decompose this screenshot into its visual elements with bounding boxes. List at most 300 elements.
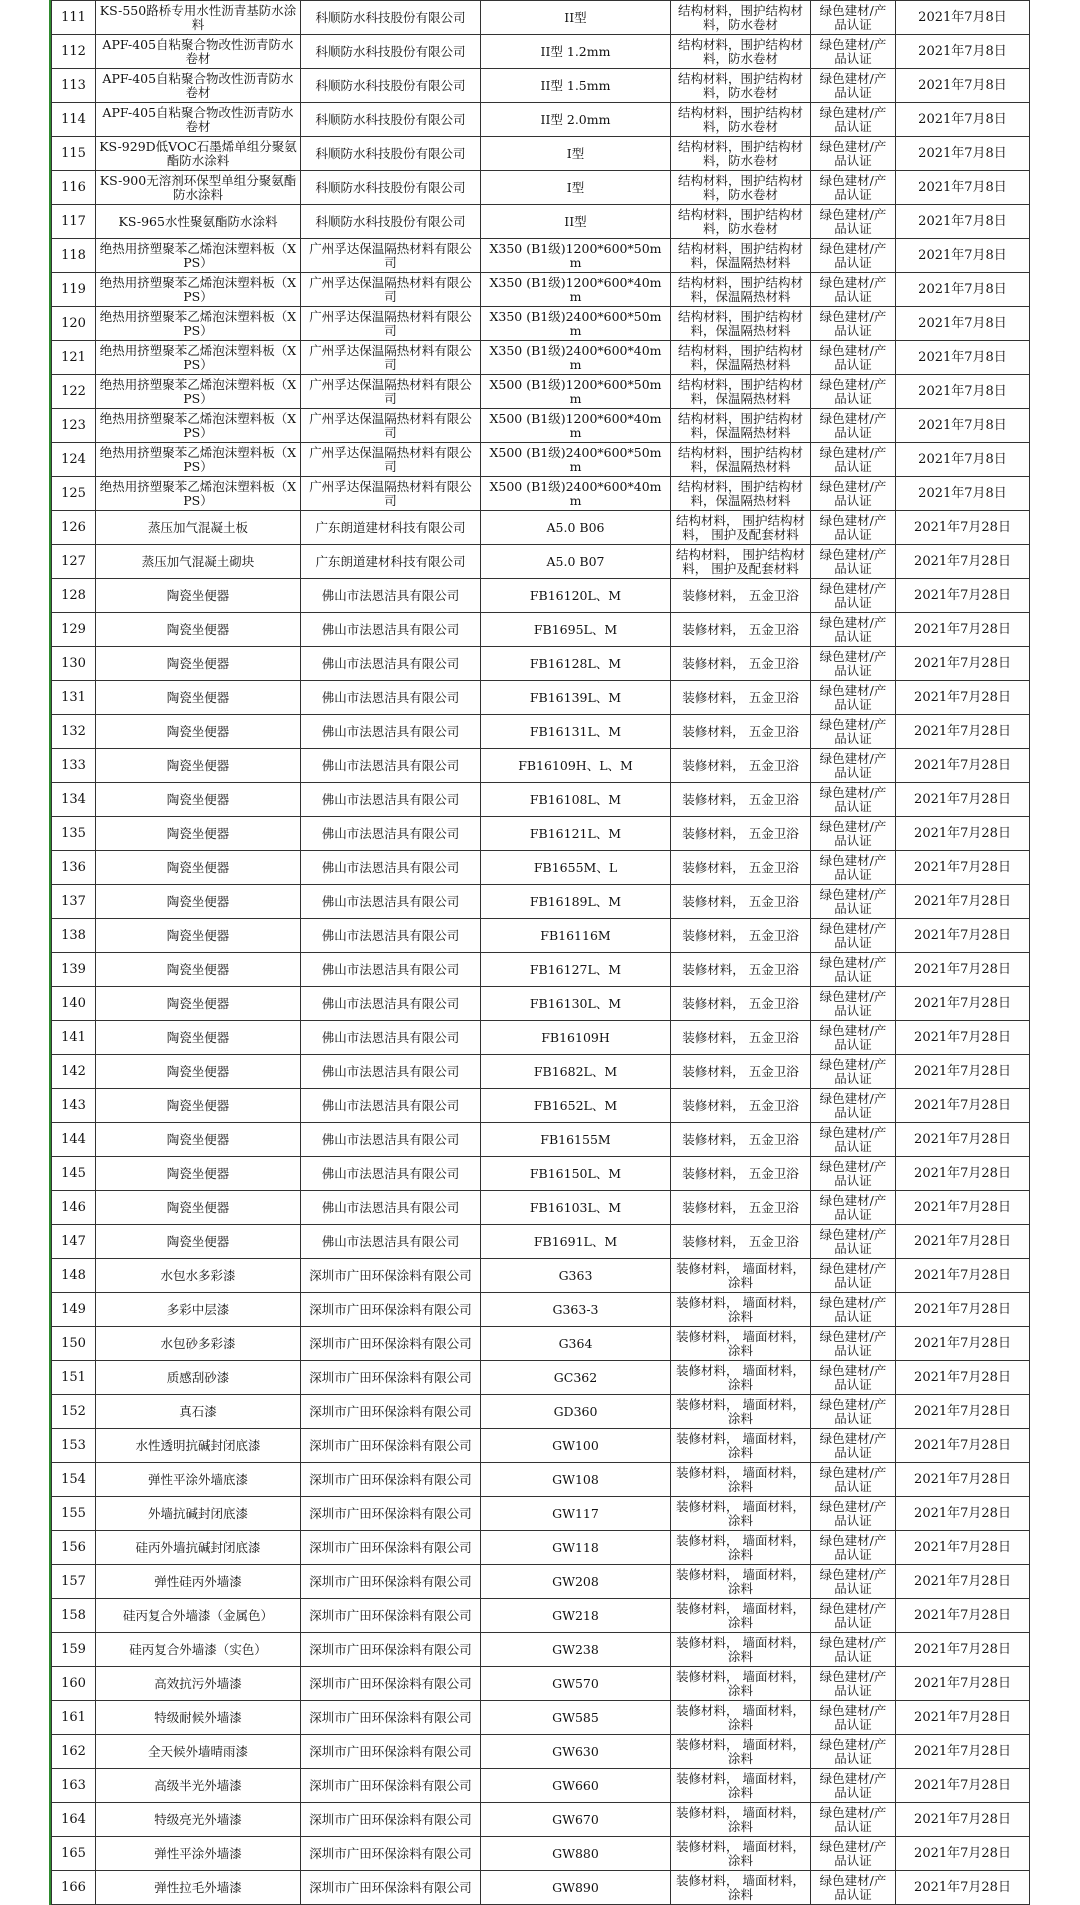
- date-cell: 2021年7月28日: [896, 817, 1030, 851]
- table-row: [52, 987, 1030, 1021]
- certification-type-cell: 绿色建材/产品认证: [811, 409, 896, 443]
- company-cell: 深圳市广田环保涂料有限公司: [301, 1429, 481, 1463]
- row-number-cell: 137: [52, 885, 96, 919]
- company-cell: 深圳市广田环保涂料有限公司: [301, 1667, 481, 1701]
- certification-type-cell: 绿色建材/产品认证: [811, 1259, 896, 1293]
- category-cell: 结构材料，围护结构材料，防水卷材: [671, 69, 811, 103]
- product-name-cell: 水包砂多彩漆: [96, 1327, 301, 1361]
- category-cell: 结构材料，围护结构材料，防水卷材: [671, 137, 811, 171]
- date-cell: 2021年7月28日: [896, 1565, 1030, 1599]
- date-cell: 2021年7月28日: [896, 1769, 1030, 1803]
- company-cell: 佛山市法恩洁具有限公司: [301, 715, 481, 749]
- category-cell: 装修材料， 墙面材料， 涂料: [671, 1395, 811, 1429]
- category-cell: 装修材料， 五金卫浴: [671, 1021, 811, 1055]
- company-cell: 广州孚达保温隔热材料有限公司: [301, 307, 481, 341]
- company-cell: 深圳市广田环保涂料有限公司: [301, 1837, 481, 1871]
- model-cell: GD360: [481, 1395, 671, 1429]
- certification-type-cell: 绿色建材/产品认证: [811, 307, 896, 341]
- model-cell: FB16116M: [481, 919, 671, 953]
- row-number-cell: 156: [52, 1531, 96, 1565]
- certification-type-cell: 绿色建材/产品认证: [811, 1157, 896, 1191]
- row-number-cell: 160: [52, 1667, 96, 1701]
- company-cell: 广州孚达保温隔热材料有限公司: [301, 443, 481, 477]
- company-cell: 广州孚达保温隔热材料有限公司: [301, 375, 481, 409]
- product-name-cell: 陶瓷坐便器: [96, 885, 301, 919]
- date-cell: 2021年7月28日: [896, 1803, 1030, 1837]
- row-number-cell: 149: [52, 1293, 96, 1327]
- model-cell: GW585: [481, 1701, 671, 1735]
- row-number-cell: 158: [52, 1599, 96, 1633]
- model-cell: FB16139L、M: [481, 681, 671, 715]
- certification-type-cell: 绿色建材/产品认证: [811, 1123, 896, 1157]
- company-cell: 深圳市广田环保涂料有限公司: [301, 1803, 481, 1837]
- certification-type-cell: 绿色建材/产品认证: [811, 103, 896, 137]
- model-cell: FB16103L、M: [481, 1191, 671, 1225]
- date-cell: 2021年7月28日: [896, 545, 1030, 579]
- date-cell: 2021年7月28日: [896, 1395, 1030, 1429]
- company-cell: 深圳市广田环保涂料有限公司: [301, 1497, 481, 1531]
- date-cell: 2021年7月28日: [896, 1633, 1030, 1667]
- certification-type-cell: 绿色建材/产品认证: [811, 1395, 896, 1429]
- company-cell: 佛山市法恩洁具有限公司: [301, 681, 481, 715]
- category-cell: 装修材料， 五金卫浴: [671, 1191, 811, 1225]
- date-cell: 2021年7月28日: [896, 1259, 1030, 1293]
- company-cell: 科顺防水科技股份有限公司: [301, 205, 481, 239]
- product-name-cell: 特级亮光外墙漆: [96, 1803, 301, 1837]
- company-cell: 佛山市法恩洁具有限公司: [301, 613, 481, 647]
- row-number-cell: 120: [52, 307, 96, 341]
- company-cell: 科顺防水科技股份有限公司: [301, 1, 481, 35]
- model-cell: GW100: [481, 1429, 671, 1463]
- certification-type-cell: 绿色建材/产品认证: [811, 579, 896, 613]
- category-cell: 装修材料， 墙面材料， 涂料: [671, 1735, 811, 1769]
- product-name-cell: 蒸压加气混凝土板: [96, 511, 301, 545]
- row-number-cell: 122: [52, 375, 96, 409]
- date-cell: 2021年7月8日: [896, 171, 1030, 205]
- model-cell: II型 2.0mm: [481, 103, 671, 137]
- certification-type-cell: 绿色建材/产品认证: [811, 817, 896, 851]
- category-cell: 结构材料，围护结构材料，防水卷材: [671, 103, 811, 137]
- certification-type-cell: 绿色建材/产品认证: [811, 1599, 896, 1633]
- model-cell: X350 (B1级)1200*600*50mm: [481, 239, 671, 273]
- company-cell: 佛山市法恩洁具有限公司: [301, 1225, 481, 1259]
- category-cell: 装修材料， 墙面材料， 涂料: [671, 1803, 811, 1837]
- date-cell: 2021年7月28日: [896, 1735, 1030, 1769]
- product-name-cell: 弹性平涂外墙底漆: [96, 1463, 301, 1497]
- date-cell: 2021年7月28日: [896, 1055, 1030, 1089]
- row-number-cell: 138: [52, 919, 96, 953]
- certification-type-cell: 绿色建材/产品认证: [811, 1191, 896, 1225]
- category-cell: 装修材料， 五金卫浴: [671, 579, 811, 613]
- model-cell: FB1682L、M: [481, 1055, 671, 1089]
- product-name-cell: 陶瓷坐便器: [96, 783, 301, 817]
- row-number-cell: 128: [52, 579, 96, 613]
- product-name-cell: 陶瓷坐便器: [96, 1123, 301, 1157]
- model-cell: G363-3: [481, 1293, 671, 1327]
- company-cell: 佛山市法恩洁具有限公司: [301, 1021, 481, 1055]
- category-cell: 结构材料，围护结构材料，保温隔热材料: [671, 239, 811, 273]
- row-number-cell: 113: [52, 69, 96, 103]
- date-cell: 2021年7月8日: [896, 307, 1030, 341]
- date-cell: 2021年7月28日: [896, 715, 1030, 749]
- category-cell: 结构材料，围护结构材料，保温隔热材料: [671, 273, 811, 307]
- row-number-cell: 164: [52, 1803, 96, 1837]
- date-cell: 2021年7月8日: [896, 477, 1030, 511]
- row-number-cell: 131: [52, 681, 96, 715]
- product-name-cell: 蒸压加气混凝土砌块: [96, 545, 301, 579]
- model-cell: A5.0 B06: [481, 511, 671, 545]
- company-cell: 广州孚达保温隔热材料有限公司: [301, 273, 481, 307]
- table-row: [52, 239, 1030, 273]
- row-number-cell: 135: [52, 817, 96, 851]
- date-cell: 2021年7月28日: [896, 1463, 1030, 1497]
- model-cell: GW880: [481, 1837, 671, 1871]
- certification-type-cell: 绿色建材/产品认证: [811, 1327, 896, 1361]
- category-cell: 装修材料， 五金卫浴: [671, 885, 811, 919]
- model-cell: II型: [481, 1, 671, 35]
- product-name-cell: 陶瓷坐便器: [96, 1225, 301, 1259]
- company-cell: 佛山市法恩洁具有限公司: [301, 749, 481, 783]
- company-cell: 深圳市广田环保涂料有限公司: [301, 1735, 481, 1769]
- date-cell: 2021年7月28日: [896, 919, 1030, 953]
- product-name-cell: 陶瓷坐便器: [96, 953, 301, 987]
- table-row: [52, 307, 1030, 341]
- product-name-cell: 质感刮砂漆: [96, 1361, 301, 1395]
- certification-type-cell: 绿色建材/产品认证: [811, 273, 896, 307]
- company-cell: 佛山市法恩洁具有限公司: [301, 987, 481, 1021]
- company-cell: 佛山市法恩洁具有限公司: [301, 1157, 481, 1191]
- model-cell: G364: [481, 1327, 671, 1361]
- table-row: [52, 681, 1030, 715]
- row-number-cell: 152: [52, 1395, 96, 1429]
- product-name-cell: 绝热用挤塑聚苯乙烯泡沫塑料板（XPS）: [96, 341, 301, 375]
- table-row: [52, 1701, 1030, 1735]
- table-body: [52, 1, 1030, 1905]
- date-cell: 2021年7月28日: [896, 1123, 1030, 1157]
- certification-type-cell: 绿色建材/产品认证: [811, 1055, 896, 1089]
- product-name-cell: 硅丙复合外墙漆（实色）: [96, 1633, 301, 1667]
- product-name-cell: 弹性拉毛外墙漆: [96, 1871, 301, 1905]
- company-cell: 深圳市广田环保涂料有限公司: [301, 1259, 481, 1293]
- model-cell: X500 (B1级)1200*600*40mm: [481, 409, 671, 443]
- table-row: [52, 1259, 1030, 1293]
- certification-type-cell: 绿色建材/产品认证: [811, 35, 896, 69]
- product-name-cell: 特级耐候外墙漆: [96, 1701, 301, 1735]
- table-row: [52, 1871, 1030, 1905]
- certification-type-cell: 绿色建材/产品认证: [811, 375, 896, 409]
- date-cell: 2021年7月28日: [896, 1701, 1030, 1735]
- company-cell: 深圳市广田环保涂料有限公司: [301, 1395, 481, 1429]
- category-cell: 结构材料，围护结构材料，防水卷材: [671, 1, 811, 35]
- category-cell: 装修材料， 五金卫浴: [671, 817, 811, 851]
- category-cell: 装修材料， 五金卫浴: [671, 953, 811, 987]
- date-cell: 2021年7月8日: [896, 239, 1030, 273]
- certification-type-cell: 绿色建材/产品认证: [811, 1701, 896, 1735]
- category-cell: 装修材料， 墙面材料， 涂料: [671, 1259, 811, 1293]
- product-name-cell: APF-405自粘聚合物改性沥青防水卷材: [96, 69, 301, 103]
- company-cell: 佛山市法恩洁具有限公司: [301, 1089, 481, 1123]
- model-cell: FB1691L、M: [481, 1225, 671, 1259]
- model-cell: X500 (B1级)2400*600*40mm: [481, 477, 671, 511]
- category-cell: 装修材料， 墙面材料， 涂料: [671, 1293, 811, 1327]
- company-cell: 深圳市广田环保涂料有限公司: [301, 1327, 481, 1361]
- company-cell: 广州孚达保温隔热材料有限公司: [301, 477, 481, 511]
- certification-type-cell: 绿色建材/产品认证: [811, 1565, 896, 1599]
- row-number-cell: 159: [52, 1633, 96, 1667]
- row-number-cell: 129: [52, 613, 96, 647]
- table-row: [52, 511, 1030, 545]
- date-cell: 2021年7月28日: [896, 851, 1030, 885]
- category-cell: 结构材料， 围护结构材料， 围护及配套材料: [671, 545, 811, 579]
- table-row: [52, 715, 1030, 749]
- table-row: [52, 1667, 1030, 1701]
- product-name-cell: 陶瓷坐便器: [96, 987, 301, 1021]
- certification-type-cell: 绿色建材/产品认证: [811, 919, 896, 953]
- date-cell: 2021年7月28日: [896, 1837, 1030, 1871]
- row-number-cell: 125: [52, 477, 96, 511]
- table-row: [52, 1055, 1030, 1089]
- table-row: [52, 1089, 1030, 1123]
- company-cell: 科顺防水科技股份有限公司: [301, 171, 481, 205]
- company-cell: 深圳市广田环保涂料有限公司: [301, 1769, 481, 1803]
- date-cell: 2021年7月8日: [896, 35, 1030, 69]
- category-cell: 装修材料， 五金卫浴: [671, 715, 811, 749]
- certification-type-cell: 绿色建材/产品认证: [811, 1633, 896, 1667]
- table-row: [52, 103, 1030, 137]
- category-cell: 装修材料， 五金卫浴: [671, 613, 811, 647]
- product-name-cell: 绝热用挤塑聚苯乙烯泡沫塑料板（XPS）: [96, 409, 301, 443]
- table-row: [52, 35, 1030, 69]
- row-number-cell: 132: [52, 715, 96, 749]
- date-cell: 2021年7月28日: [896, 579, 1030, 613]
- category-cell: 装修材料， 墙面材料， 涂料: [671, 1463, 811, 1497]
- certification-type-cell: 绿色建材/产品认证: [811, 1735, 896, 1769]
- category-cell: 结构材料，围护结构材料，保温隔热材料: [671, 477, 811, 511]
- table-row: [52, 137, 1030, 171]
- model-cell: GW660: [481, 1769, 671, 1803]
- model-cell: FB1652L、M: [481, 1089, 671, 1123]
- category-cell: 结构材料，围护结构材料，防水卷材: [671, 171, 811, 205]
- company-cell: 科顺防水科技股份有限公司: [301, 35, 481, 69]
- company-cell: 佛山市法恩洁具有限公司: [301, 1123, 481, 1157]
- model-cell: X350 (B1级)2400*600*50mm: [481, 307, 671, 341]
- row-number-cell: 116: [52, 171, 96, 205]
- certification-type-cell: 绿色建材/产品认证: [811, 341, 896, 375]
- company-cell: 佛山市法恩洁具有限公司: [301, 1191, 481, 1225]
- model-cell: I型: [481, 171, 671, 205]
- certification-type-cell: 绿色建材/产品认证: [811, 1769, 896, 1803]
- row-number-cell: 111: [52, 1, 96, 35]
- table-row: [52, 545, 1030, 579]
- category-cell: 结构材料，围护结构材料，保温隔热材料: [671, 443, 811, 477]
- row-number-cell: 124: [52, 443, 96, 477]
- product-name-cell: 绝热用挤塑聚苯乙烯泡沫塑料板（XPS）: [96, 375, 301, 409]
- company-cell: 广州孚达保温隔热材料有限公司: [301, 239, 481, 273]
- model-cell: FB16131L、M: [481, 715, 671, 749]
- certification-type-cell: 绿色建材/产品认证: [811, 885, 896, 919]
- category-cell: 装修材料， 墙面材料， 涂料: [671, 1361, 811, 1395]
- category-cell: 结构材料，围护结构材料，保温隔热材料: [671, 409, 811, 443]
- date-cell: 2021年7月28日: [896, 1089, 1030, 1123]
- certification-table: [51, 0, 1030, 1905]
- product-name-cell: 绝热用挤塑聚苯乙烯泡沫塑料板（XPS）: [96, 443, 301, 477]
- product-name-cell: 水包水多彩漆: [96, 1259, 301, 1293]
- date-cell: 2021年7月8日: [896, 205, 1030, 239]
- table-row: [52, 1803, 1030, 1837]
- date-cell: 2021年7月28日: [896, 681, 1030, 715]
- category-cell: 结构材料，围护结构材料，保温隔热材料: [671, 375, 811, 409]
- certification-type-cell: 绿色建材/产品认证: [811, 1871, 896, 1905]
- date-cell: 2021年7月28日: [896, 1599, 1030, 1633]
- category-cell: 装修材料， 墙面材料， 涂料: [671, 1327, 811, 1361]
- certification-type-cell: 绿色建材/产品认证: [811, 1463, 896, 1497]
- row-number-cell: 155: [52, 1497, 96, 1531]
- product-name-cell: 弹性平涂外墙漆: [96, 1837, 301, 1871]
- table-row: [52, 375, 1030, 409]
- product-name-cell: KS-929D低VOC石墨烯单组分聚氨酯防水涂料: [96, 137, 301, 171]
- certification-type-cell: 绿色建材/产品认证: [811, 1837, 896, 1871]
- date-cell: 2021年7月28日: [896, 953, 1030, 987]
- category-cell: 装修材料， 墙面材料， 涂料: [671, 1497, 811, 1531]
- product-name-cell: 陶瓷坐便器: [96, 749, 301, 783]
- date-cell: 2021年7月28日: [896, 783, 1030, 817]
- table-row: [52, 1123, 1030, 1157]
- certification-type-cell: 绿色建材/产品认证: [811, 1429, 896, 1463]
- model-cell: A5.0 B07: [481, 545, 671, 579]
- date-cell: 2021年7月28日: [896, 613, 1030, 647]
- company-cell: 佛山市法恩洁具有限公司: [301, 953, 481, 987]
- row-number-cell: 121: [52, 341, 96, 375]
- table-row: [52, 1599, 1030, 1633]
- date-cell: 2021年7月28日: [896, 1293, 1030, 1327]
- date-cell: 2021年7月8日: [896, 409, 1030, 443]
- certification-type-cell: 绿色建材/产品认证: [811, 1667, 896, 1701]
- category-cell: 装修材料， 五金卫浴: [671, 1225, 811, 1259]
- model-cell: G363: [481, 1259, 671, 1293]
- company-cell: 深圳市广田环保涂料有限公司: [301, 1293, 481, 1327]
- product-name-cell: 陶瓷坐便器: [96, 1157, 301, 1191]
- category-cell: 装修材料， 五金卫浴: [671, 1123, 811, 1157]
- row-number-cell: 115: [52, 137, 96, 171]
- category-cell: 装修材料， 五金卫浴: [671, 1157, 811, 1191]
- category-cell: 装修材料， 墙面材料， 涂料: [671, 1633, 811, 1667]
- product-name-cell: 陶瓷坐便器: [96, 1191, 301, 1225]
- table-row: [52, 783, 1030, 817]
- certification-type-cell: 绿色建材/产品认证: [811, 1293, 896, 1327]
- certification-type-cell: 绿色建材/产品认证: [811, 239, 896, 273]
- table-row: [52, 1327, 1030, 1361]
- certification-type-cell: 绿色建材/产品认证: [811, 443, 896, 477]
- model-cell: GW670: [481, 1803, 671, 1837]
- product-name-cell: 硅丙复合外墙漆（金属色）: [96, 1599, 301, 1633]
- product-name-cell: 绝热用挤塑聚苯乙烯泡沫塑料板（XPS）: [96, 239, 301, 273]
- date-cell: 2021年7月28日: [896, 1191, 1030, 1225]
- table-row: [52, 749, 1030, 783]
- date-cell: 2021年7月8日: [896, 69, 1030, 103]
- model-cell: FB16109H、L、M: [481, 749, 671, 783]
- model-cell: FB16155M: [481, 1123, 671, 1157]
- product-name-cell: 陶瓷坐便器: [96, 1021, 301, 1055]
- category-cell: 结构材料，围护结构材料，防水卷材: [671, 35, 811, 69]
- row-number-cell: 162: [52, 1735, 96, 1769]
- model-cell: FB1695L、M: [481, 613, 671, 647]
- row-number-cell: 133: [52, 749, 96, 783]
- company-cell: 深圳市广田环保涂料有限公司: [301, 1361, 481, 1395]
- table-row: [52, 1395, 1030, 1429]
- certification-type-cell: 绿色建材/产品认证: [811, 137, 896, 171]
- company-cell: 佛山市法恩洁具有限公司: [301, 579, 481, 613]
- row-number-cell: 139: [52, 953, 96, 987]
- model-cell: FB16128L、M: [481, 647, 671, 681]
- table-row: [52, 817, 1030, 851]
- certification-type-cell: 绿色建材/产品认证: [811, 647, 896, 681]
- row-number-cell: 145: [52, 1157, 96, 1191]
- table-row: [52, 1531, 1030, 1565]
- certification-type-cell: 绿色建材/产品认证: [811, 953, 896, 987]
- row-number-cell: 136: [52, 851, 96, 885]
- table-row: [52, 1497, 1030, 1531]
- category-cell: 装修材料， 墙面材料， 涂料: [671, 1837, 811, 1871]
- date-cell: 2021年7月8日: [896, 137, 1030, 171]
- company-cell: 深圳市广田环保涂料有限公司: [301, 1565, 481, 1599]
- model-cell: FB16121L、M: [481, 817, 671, 851]
- row-number-cell: 157: [52, 1565, 96, 1599]
- table-row: [52, 1293, 1030, 1327]
- table-row: [52, 919, 1030, 953]
- product-name-cell: KS-900无溶剂环保型单组分聚氨酯防水涂料: [96, 171, 301, 205]
- certification-type-cell: 绿色建材/产品认证: [811, 1497, 896, 1531]
- row-number-cell: 163: [52, 1769, 96, 1803]
- table-row: [52, 171, 1030, 205]
- model-cell: FB16108L、M: [481, 783, 671, 817]
- model-cell: GW570: [481, 1667, 671, 1701]
- date-cell: 2021年7月28日: [896, 1327, 1030, 1361]
- product-name-cell: 绝热用挤塑聚苯乙烯泡沫塑料板（XPS）: [96, 477, 301, 511]
- category-cell: 装修材料， 五金卫浴: [671, 919, 811, 953]
- table-row: [52, 953, 1030, 987]
- table-row: [52, 1361, 1030, 1395]
- company-cell: 佛山市法恩洁具有限公司: [301, 1055, 481, 1089]
- date-cell: 2021年7月28日: [896, 987, 1030, 1021]
- row-number-cell: 118: [52, 239, 96, 273]
- certification-type-cell: 绿色建材/产品认证: [811, 511, 896, 545]
- row-number-cell: 117: [52, 205, 96, 239]
- model-cell: GW208: [481, 1565, 671, 1599]
- category-cell: 装修材料， 五金卫浴: [671, 1055, 811, 1089]
- product-name-cell: 陶瓷坐便器: [96, 579, 301, 613]
- model-cell: FB16189L、M: [481, 885, 671, 919]
- table-row: [52, 1021, 1030, 1055]
- date-cell: 2021年7月28日: [896, 1497, 1030, 1531]
- table-row: [52, 273, 1030, 307]
- table-row: [52, 613, 1030, 647]
- category-cell: 装修材料， 五金卫浴: [671, 681, 811, 715]
- table-row: [52, 647, 1030, 681]
- company-cell: 深圳市广田环保涂料有限公司: [301, 1871, 481, 1905]
- category-cell: 装修材料， 墙面材料， 涂料: [671, 1599, 811, 1633]
- category-cell: 装修材料， 墙面材料， 涂料: [671, 1429, 811, 1463]
- category-cell: 装修材料， 墙面材料， 涂料: [671, 1565, 811, 1599]
- table-row: [52, 205, 1030, 239]
- certification-type-cell: 绿色建材/产品认证: [811, 715, 896, 749]
- table-row: [52, 1, 1030, 35]
- company-cell: 科顺防水科技股份有限公司: [301, 69, 481, 103]
- row-number-cell: 119: [52, 273, 96, 307]
- product-name-cell: 弹性硅丙外墙漆: [96, 1565, 301, 1599]
- certification-type-cell: 绿色建材/产品认证: [811, 171, 896, 205]
- product-name-cell: 硅丙外墙抗碱封闭底漆: [96, 1531, 301, 1565]
- table-row: [52, 1463, 1030, 1497]
